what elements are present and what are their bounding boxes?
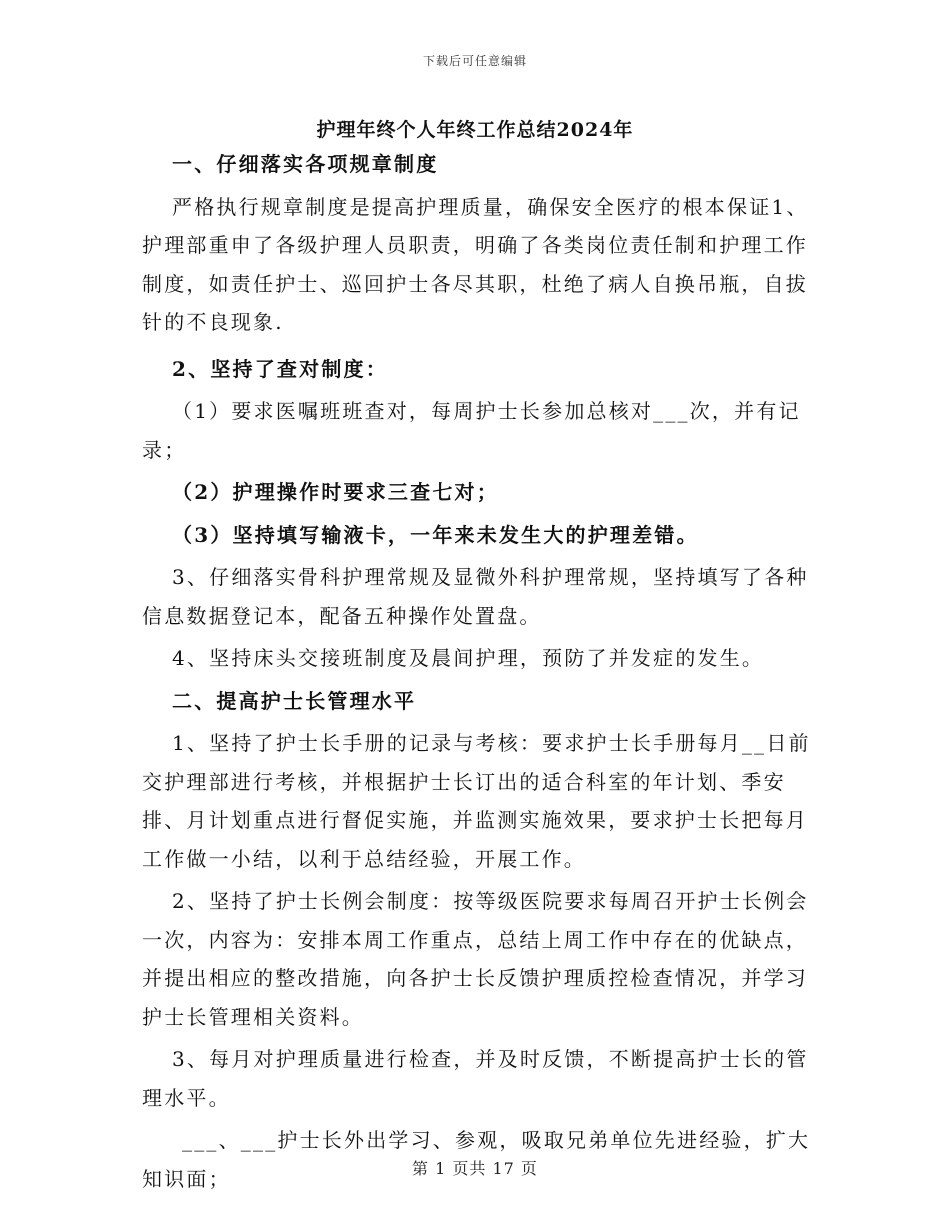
page-header: 下载后可任意编辑	[422, 54, 527, 68]
document-body	[142, 145, 812, 1198]
list-item-2: （2）护理操作时要求三查七对；	[172, 480, 499, 504]
subheading-check-system: 2、坚持了查对制度：	[172, 356, 388, 381]
paragraph-study-visit: ___、___护士长外出学习、参观，吸取兄弟单位先进经验，扩大知识面；	[142, 1128, 811, 1191]
section-heading-1: 一、仔细落实各项规章制度	[172, 152, 439, 176]
paragraph-head-nurse-manual: 1、坚持了护士长手册的记录与考核：要求护士长手册每月__日前交护理部进行考核，并根据护士长订出的适合科室的年计划、季安排、月计划重点进行督促实施，并监测实施效果，要求护士长把每月工作做一小结，以利于总结经验，开展工作。	[142, 731, 811, 871]
paragraph-quality-check: 3、每月对护理质量进行检查，并及时反馈，不断提高护士长的管理水平。	[142, 1047, 809, 1110]
paragraph-item-4: 4、坚持床头交接班制度及晨间护理，预防了并发症的发生。	[172, 646, 765, 670]
list-item-1: （1）要求医嘱班班查对，每周护士长参加总核对___次，并有记录；	[142, 399, 801, 462]
paragraph-head-nurse-meeting: 2、坚持了护士长例会制度：按等级医院要求每周召开护士长例会一次，内容为：安排本周工作重点，总结上周工作中存在的优缺点，并提出相应的整改措施，向各护士长反馈护理质控检查情况，并学习护士长管理相关资料。	[142, 889, 809, 1029]
section-heading-2: 二、提高护士长管理水平	[172, 688, 417, 713]
document-title: 护理年终个人年终工作总结2024年	[316, 119, 634, 141]
page-footer: 第 1 页共 17 页	[412, 1159, 538, 1178]
paragraph-regulations: 严格执行规章制度是提高护理质量，确保安全医疗的根本保证1、护理部重申了各级护理人员职责，明确了各类岗位责任制和护理工作制度，如责任护士、巡回护士各尽其职，杜绝了病人自换吊瓶，自拔针的不良现象.	[142, 194, 809, 334]
list-item-3: （3）坚持填写输液卡，一年来未发生大的护理差错。	[172, 522, 699, 547]
paragraph-item-3: 3、仔细落实骨科护理常规及显微外科护理常规，坚持填写了各种信息数据登记本，配备五种操作处置盘。	[142, 565, 809, 628]
